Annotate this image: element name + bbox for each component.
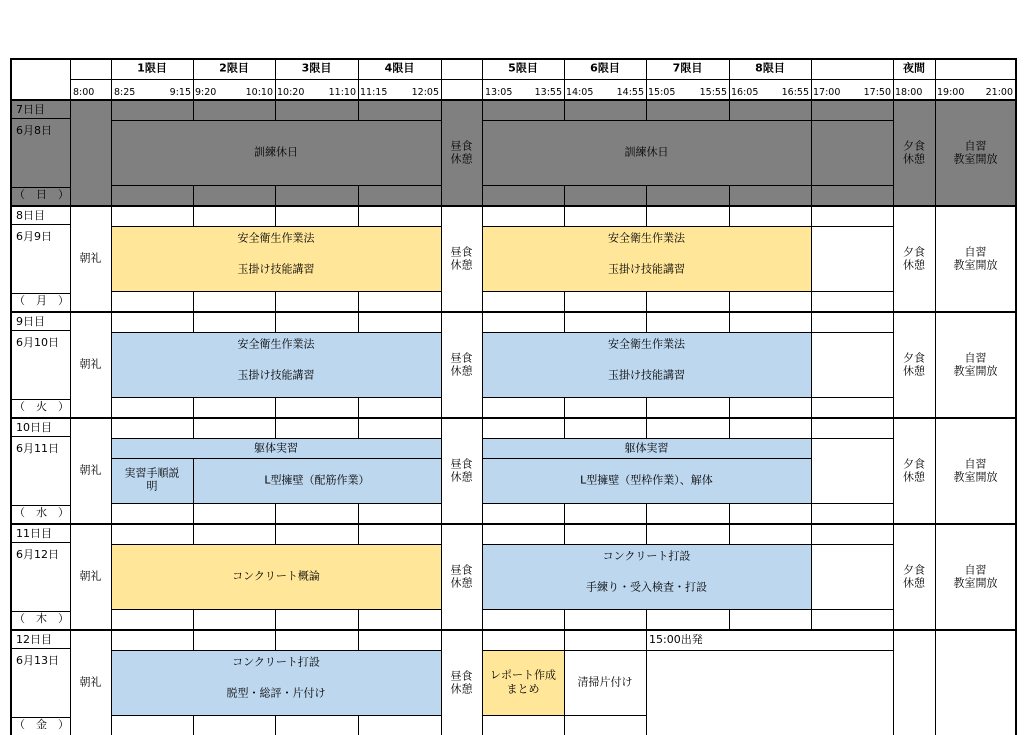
- period-divider: [275, 312, 276, 332]
- period-divider: [564, 524, 565, 544]
- day-column-line: [70, 418, 71, 524]
- day-column-line: [935, 524, 936, 630]
- lunch-label: 昼食: [450, 563, 473, 577]
- time-label: 16:55: [781, 87, 809, 98]
- class-subtitle: 玉掛け技能講習: [237, 368, 315, 382]
- band-line: [111, 332, 441, 333]
- period-divider: [811, 312, 812, 418]
- day-column-line: [893, 100, 894, 206]
- weekday-label: （ 水 ）: [14, 506, 69, 519]
- class-subtitle: L型擁壁（型枠作業）、解体: [580, 473, 713, 487]
- period-divider: [729, 206, 730, 226]
- period-divider: [358, 503, 359, 524]
- day-row-border: [10, 523, 1016, 525]
- lunch-label: 休憩: [450, 682, 473, 696]
- band-line: [482, 397, 893, 398]
- day-column-line: [70, 524, 71, 630]
- period-divider: [564, 418, 565, 438]
- period-divider: [564, 609, 565, 630]
- time-label: 17:50: [863, 87, 891, 98]
- lunch-label: 昼食: [450, 139, 473, 153]
- header-column-line: [729, 58, 730, 100]
- date-label: 6月9日: [16, 230, 52, 243]
- class-title: 訓練休日: [624, 145, 669, 159]
- lunch-label: 休憩: [450, 470, 473, 484]
- period-divider: [811, 524, 812, 630]
- time-label: 17:00: [813, 87, 841, 98]
- class-title: 訓練休日: [254, 145, 298, 159]
- band-line: [111, 650, 441, 651]
- day-column-line: [70, 312, 71, 418]
- class-subtitle: 玉掛け技能講習: [608, 262, 685, 276]
- time-label: 15:05: [648, 87, 676, 98]
- period-divider: [811, 418, 812, 524]
- period-divider: [275, 291, 276, 312]
- self-study-label: 自習: [964, 457, 987, 471]
- day-column-line: [111, 100, 112, 206]
- period-divider: [729, 312, 730, 332]
- period-divider: [646, 503, 647, 524]
- period-header: 7限目: [672, 61, 703, 75]
- lunch-label: 昼食: [450, 669, 473, 683]
- lunch-label: 休憩: [450, 258, 473, 272]
- lunch-label: 昼食: [450, 351, 473, 365]
- period-divider: [564, 312, 565, 332]
- band-line: [482, 544, 893, 545]
- date-label: 6月11日: [16, 442, 59, 455]
- period-divider: [193, 609, 194, 630]
- time-label: 13:55: [534, 87, 562, 98]
- sub-cell-divider: [193, 458, 194, 503]
- date-cell-divider: [10, 542, 70, 543]
- day-row-border: [10, 629, 1016, 631]
- period-divider: [193, 100, 194, 120]
- time-label: 14:55: [616, 87, 644, 98]
- period-divider: [729, 291, 730, 312]
- self-study-label: 教室開放: [953, 576, 998, 590]
- day-column-line: [482, 418, 483, 524]
- date-label: 6月10日: [16, 336, 59, 349]
- day-column-line: [935, 418, 936, 524]
- day-column-line: [441, 524, 442, 630]
- cleanup-label: 清掃片付け: [577, 675, 633, 689]
- self-study-label: 教室開放: [953, 470, 998, 484]
- day-number: 10日目: [16, 421, 52, 434]
- class-title: 躯体実習: [254, 441, 298, 455]
- period-divider: [193, 206, 194, 226]
- date-cell-divider: [10, 648, 70, 649]
- band-line: [111, 715, 441, 716]
- class-title: コンクリート概論: [232, 569, 320, 583]
- dinner-label: 休憩: [903, 364, 925, 378]
- time-label: 13:05: [485, 87, 513, 98]
- period-divider: [564, 291, 565, 312]
- lunch-label: 昼食: [450, 245, 473, 259]
- time-label: 16:05: [731, 87, 759, 98]
- time-label: 8:00: [73, 87, 95, 98]
- morning-assembly-label: 朝礼: [79, 357, 102, 371]
- self-study-label: 自習: [964, 139, 987, 153]
- time-label: 8:25: [114, 87, 136, 98]
- time-label: 14:05: [566, 87, 594, 98]
- header-divider: [70, 79, 1016, 80]
- period-divider: [275, 524, 276, 544]
- class-title: 安全衛生作業法: [237, 231, 315, 245]
- band-line: [111, 544, 441, 545]
- period-divider: [358, 609, 359, 630]
- day-column-line: [70, 206, 71, 312]
- period-header: 3限目: [301, 61, 332, 75]
- class-title: 躯体実習: [624, 441, 669, 455]
- time-label: 21:00: [985, 87, 1013, 98]
- dinner-label: 夕食: [903, 139, 925, 153]
- day-number: 11日目: [16, 527, 52, 540]
- day-column-line: [441, 418, 442, 524]
- period-divider: [193, 715, 194, 735]
- band-line: [482, 650, 893, 651]
- period-divider: [193, 630, 194, 650]
- band-line: [111, 226, 441, 227]
- period-divider: [275, 418, 276, 438]
- period-divider: [729, 609, 730, 630]
- day-column-line: [935, 100, 936, 206]
- time-label: 15:55: [699, 87, 727, 98]
- day-column-line: [111, 418, 112, 524]
- self-study-label: 自習: [964, 245, 987, 259]
- dinner-label: 夕食: [903, 351, 925, 365]
- day-column-line: [70, 630, 71, 735]
- period-divider: [729, 397, 730, 418]
- holiday-row-fill: [10, 100, 1016, 206]
- lunch-label: 休憩: [450, 364, 473, 378]
- header-column-line: [935, 58, 936, 100]
- date-label: 6月8日: [16, 124, 52, 137]
- period-divider: [564, 503, 565, 524]
- morning-assembly-label: 朝礼: [79, 463, 102, 477]
- period-divider: [729, 418, 730, 438]
- day-column-line: [893, 312, 894, 418]
- header-bottom-border: [10, 99, 1016, 101]
- day-number: 7日目: [16, 103, 45, 116]
- class-title: コンクリート打設: [602, 549, 691, 563]
- self-study-label: 教室開放: [953, 152, 998, 166]
- period-divider: [358, 185, 359, 206]
- period-divider: [729, 100, 730, 120]
- dinner-label: 夕食: [903, 563, 925, 577]
- period-header: 8限目: [755, 61, 785, 75]
- day-column-line: [893, 418, 894, 524]
- period-divider: [564, 100, 565, 120]
- day-number: 8日目: [16, 209, 45, 222]
- period-divider: [646, 609, 647, 630]
- band-line: [111, 438, 441, 439]
- band-line: [111, 291, 441, 292]
- class-title: 安全衛生作業法: [608, 231, 685, 245]
- sub-band-line: [111, 458, 441, 459]
- table-left-border: [10, 58, 12, 735]
- sub-band-line: [482, 458, 811, 459]
- day-column-line: [70, 100, 71, 206]
- time-label: 11:10: [328, 87, 356, 98]
- day-column-line: [441, 312, 442, 418]
- period-divider: [646, 291, 647, 312]
- class-subtitle: 玉掛け技能講習: [608, 368, 685, 382]
- departure-label: 15:00出発: [649, 633, 703, 646]
- weekday-label: （ 火 ）: [14, 400, 69, 413]
- period-divider: [564, 206, 565, 226]
- class-subtitle: 脱型・総評・片付け: [226, 686, 326, 700]
- morning-assembly-label: 朝礼: [79, 675, 102, 689]
- self-study-label: 自習: [964, 351, 987, 365]
- time-label: 10:10: [245, 87, 273, 98]
- period-divider: [811, 100, 812, 206]
- class-subtitle: 玉掛け技能講習: [237, 262, 315, 276]
- period-divider: [275, 100, 276, 120]
- time-label: 11:15: [360, 87, 388, 98]
- period-divider: [275, 609, 276, 630]
- band-line: [482, 503, 893, 504]
- band-line: [482, 226, 893, 227]
- day-column-line: [935, 630, 936, 735]
- period-header: 夜間: [903, 61, 925, 75]
- period-divider: [564, 185, 565, 206]
- class-subtitle: 明: [146, 479, 158, 493]
- period-divider: [358, 630, 359, 650]
- period-divider: [193, 524, 194, 544]
- period-header: 4限目: [384, 61, 415, 75]
- dinner-label: 夕食: [903, 245, 925, 259]
- report-label: まとめ: [506, 682, 540, 696]
- day-column-line: [441, 630, 442, 735]
- date-cell-divider: [10, 118, 70, 119]
- dinner-label: 休憩: [903, 470, 925, 484]
- band-line: [482, 332, 893, 333]
- band-line: [111, 185, 441, 186]
- period-divider: [193, 418, 194, 438]
- morning-assembly-label: 朝礼: [79, 569, 102, 583]
- period-divider: [358, 524, 359, 544]
- day-column-line: [482, 206, 483, 312]
- class-title: 安全衛生作業法: [608, 337, 685, 351]
- period-divider: [646, 312, 647, 332]
- dinner-label: 休憩: [903, 152, 925, 166]
- period-divider: [729, 524, 730, 544]
- self-study-label: 教室開放: [953, 258, 998, 272]
- period-divider: [811, 206, 812, 312]
- period-divider: [358, 100, 359, 120]
- period-divider: [646, 100, 647, 120]
- period-divider: [358, 312, 359, 332]
- period-divider: [275, 715, 276, 735]
- band-line: [482, 438, 893, 439]
- period-header: 5限目: [508, 61, 538, 75]
- period-divider: [275, 397, 276, 418]
- band-line: [111, 397, 441, 398]
- day-number: 12日目: [16, 633, 52, 646]
- class-subtitle: L型擁壁（配筋作業）: [264, 473, 370, 487]
- time-label: 19:00: [937, 87, 965, 98]
- weekday-label: （ 木 ）: [14, 612, 69, 625]
- lunch-label: 休憩: [450, 576, 473, 590]
- header-column-line: [275, 58, 276, 100]
- period-divider: [646, 630, 647, 735]
- period-divider: [275, 630, 276, 650]
- dinner-label: 休憩: [903, 576, 925, 590]
- period-divider: [358, 418, 359, 438]
- header-column-line: [893, 58, 894, 100]
- period-divider: [729, 503, 730, 524]
- header-column-line: [482, 58, 483, 100]
- period-divider: [358, 291, 359, 312]
- period-divider: [646, 397, 647, 418]
- day-row-border: [10, 417, 1016, 419]
- day-column-line: [935, 206, 936, 312]
- weekday-label: （ 月 ）: [14, 294, 69, 307]
- period-header: 6限目: [590, 61, 620, 75]
- time-label: 18:00: [895, 87, 923, 98]
- header-column-line: [564, 58, 565, 100]
- period-divider: [564, 397, 565, 418]
- date-cell-divider: [10, 224, 70, 225]
- date-label: 6月12日: [16, 548, 59, 561]
- period-divider: [193, 291, 194, 312]
- dinner-label: 休憩: [903, 258, 925, 272]
- class-subtitle: 実習手順説: [124, 466, 180, 480]
- time-label: 10:20: [277, 87, 305, 98]
- period-divider: [193, 312, 194, 332]
- lunch-label: 休憩: [450, 152, 473, 166]
- period-divider: [358, 206, 359, 226]
- period-divider: [564, 630, 565, 735]
- day-column-line: [893, 524, 894, 630]
- band-line: [482, 291, 893, 292]
- header-column-line: [70, 58, 71, 100]
- date-cell-divider: [10, 330, 70, 331]
- time-label: 12:05: [411, 87, 439, 98]
- lunch-label: 昼食: [450, 457, 473, 471]
- day-column-line: [441, 206, 442, 312]
- day-column-line: [111, 206, 112, 312]
- header-column-line: [111, 58, 112, 100]
- date-label: 6月13日: [16, 654, 59, 667]
- band-line: [482, 120, 893, 121]
- day-row-border: [10, 205, 1016, 207]
- day-column-line: [482, 100, 483, 206]
- header-column-line: [441, 58, 442, 100]
- header-column-line: [358, 58, 359, 100]
- period-header: 1限目: [137, 61, 167, 75]
- period-divider: [358, 397, 359, 418]
- class-title: コンクリート打設: [232, 655, 320, 669]
- day-number: 9日目: [16, 315, 45, 328]
- table-top-border: [10, 58, 1016, 60]
- period-divider: [358, 715, 359, 735]
- day-column-line: [441, 100, 442, 206]
- class-subtitle: 手練り・受入検査・打設: [586, 580, 707, 594]
- dinner-label: 夕食: [903, 457, 925, 471]
- period-header: 2限目: [219, 61, 249, 75]
- day-column-line: [111, 524, 112, 630]
- band-line: [111, 609, 441, 610]
- band-line: [111, 120, 441, 121]
- period-divider: [193, 185, 194, 206]
- period-divider: [646, 418, 647, 438]
- weekday-label: （ 金 ）: [14, 718, 69, 731]
- header-column-line: [193, 58, 194, 100]
- period-divider: [646, 206, 647, 226]
- time-label: 9:20: [195, 87, 217, 98]
- header-column-line: [646, 58, 647, 100]
- self-study-label: 自習: [964, 563, 987, 577]
- band-line: [482, 185, 893, 186]
- time-label: 9:15: [169, 87, 191, 98]
- period-divider: [275, 503, 276, 524]
- band-line: [482, 609, 893, 610]
- day-column-line: [893, 630, 894, 735]
- period-divider: [646, 185, 647, 206]
- morning-assembly-label: 朝礼: [79, 251, 102, 265]
- period-divider: [193, 397, 194, 418]
- table-right-border: [1015, 58, 1017, 735]
- period-divider: [193, 503, 194, 524]
- day-column-line: [482, 312, 483, 418]
- period-divider: [275, 206, 276, 226]
- self-study-label: 教室開放: [953, 364, 998, 378]
- date-cell-divider: [10, 436, 70, 437]
- header-column-line: [811, 58, 812, 100]
- weekday-label: （ 日 ）: [14, 188, 69, 201]
- period-divider: [729, 185, 730, 206]
- report-label: レポート作成: [490, 668, 556, 682]
- day-row-border: [10, 311, 1016, 313]
- day-column-line: [111, 312, 112, 418]
- day-column-line: [111, 630, 112, 735]
- period-divider: [275, 185, 276, 206]
- class-title: 安全衛生作業法: [237, 337, 315, 351]
- day-column-line: [935, 312, 936, 418]
- day-column-line: [893, 206, 894, 312]
- day-column-line: [482, 524, 483, 630]
- band-line: [111, 503, 441, 504]
- period-divider: [646, 524, 647, 544]
- period-divider: [482, 630, 483, 735]
